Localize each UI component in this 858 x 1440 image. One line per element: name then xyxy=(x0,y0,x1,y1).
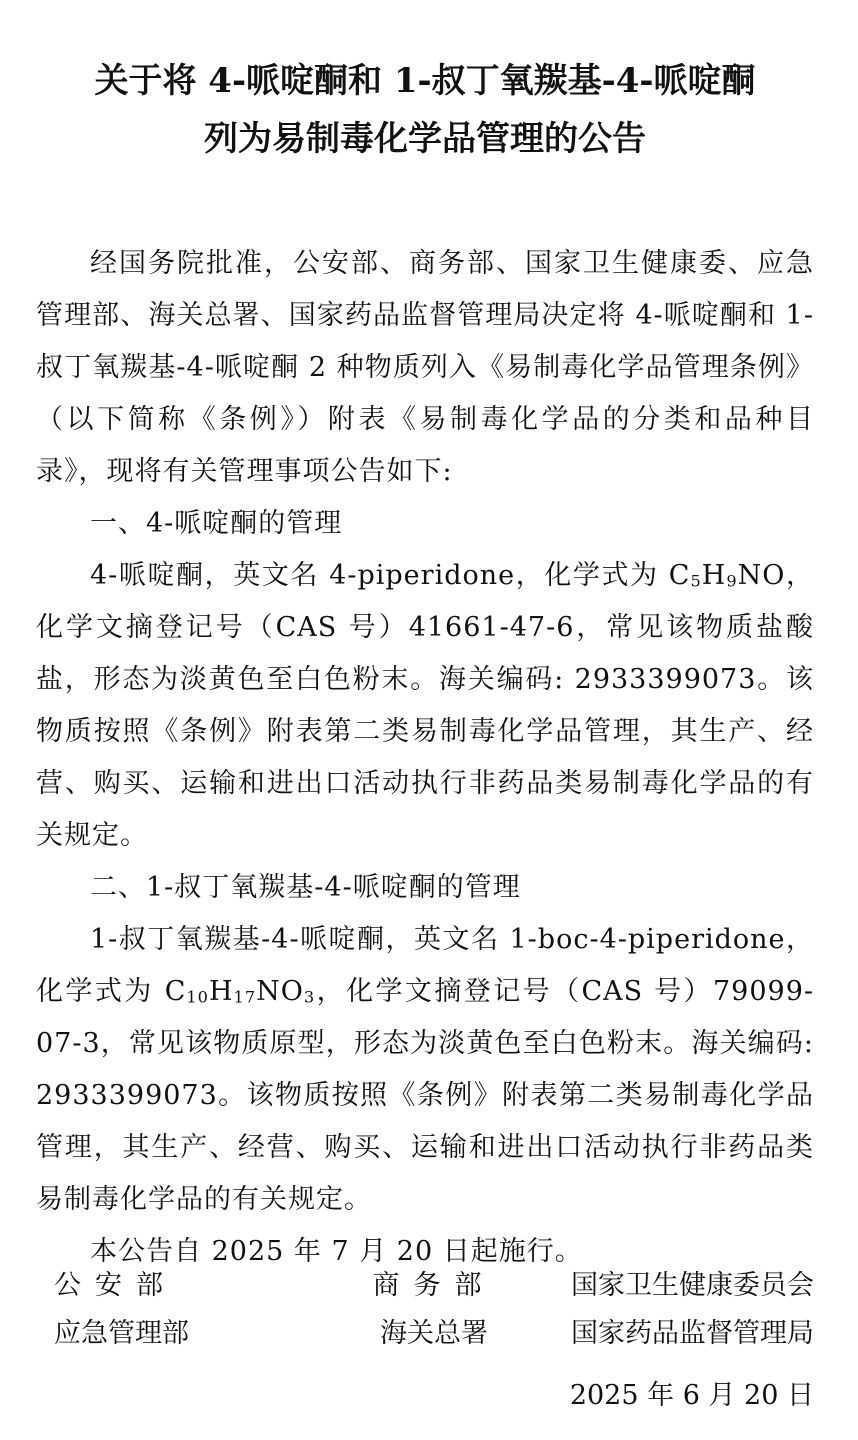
page-title xyxy=(36,52,814,168)
signatory-row-1 xyxy=(54,1262,814,1310)
signatory-drug-administration: 国家药品监督管理局 xyxy=(570,1318,814,1349)
s2-text-mid-2: NO xyxy=(256,976,304,1007)
intro-paragraph: 经国务院批准，公安部、商务部、国家卫生健康委、应急管理部、海关总署、国家药品监督管理局决定将 4-哌啶酮和 1-叔丁氧羰基-4-哌啶酮 2 种物质列入《易制毒化学品管理条例》（以下简称《条例》）附表《易制毒化学品的分类和品种目录》，现将有关管理事项公告如下: xyxy=(36,248,814,487)
section-2-heading: 二、1-叔丁氧羰基-4-哌啶酮的管理 xyxy=(90,872,521,903)
signatory-ministry-public-security: 公安部 xyxy=(54,1270,177,1301)
s1-text-a: 4-哌啶酮，英文名 4-piperidone，化学式为 C xyxy=(90,560,691,591)
s1-sub-1: 5 xyxy=(690,571,702,591)
issue-date: 2025 年 6 月 20 日 xyxy=(569,1380,814,1411)
s2-sub-1: 10 xyxy=(186,987,209,1007)
title-line-1: 关于将 4-哌啶酮和 1-叔丁氧羰基-4-哌啶酮 xyxy=(94,61,756,101)
section-2-paragraph xyxy=(36,914,814,1226)
signatory-ministry-commerce: 商务部 xyxy=(372,1270,496,1301)
s2-sub-2: 17 xyxy=(233,987,257,1007)
section-1-paragraph xyxy=(36,550,814,862)
s1-text-mid: H xyxy=(701,560,727,591)
s1-sub-2: 9 xyxy=(726,571,738,591)
document-body xyxy=(36,52,814,1278)
s2-text-mid-1: H xyxy=(208,976,234,1007)
section-1-heading: 一、4-哌啶酮的管理 xyxy=(90,508,343,539)
effective-date-paragraph: 本公告自 2025 年 7 月 20 日起施行。 xyxy=(90,1236,583,1267)
signatory-health-commission: 国家卫生健康委员会 xyxy=(570,1270,814,1301)
title-line-2: 列为易制毒化学品管理的公告 xyxy=(204,119,646,159)
signature-block xyxy=(54,1262,814,1420)
s2-text-a: 1-叔丁氧羰基-4-哌啶酮，英文名 1-boc-4-piperidone，化学式为 C xyxy=(36,924,814,1007)
signatory-row-2 xyxy=(54,1310,814,1358)
s2-sub-3: 3 xyxy=(303,987,316,1007)
signatory-customs: 海关总署 xyxy=(379,1318,488,1349)
signatory-emergency-management: 应急管理部 xyxy=(54,1318,189,1349)
s2-text-b: ，化学文摘登记号（CAS 号）79099-07-3，常见该物质原型，形态为淡黄色至白色粉末。海关编码: 2933399073。该物质按照《条例》附表第二类易制毒化学品管理，其生产、经营、购买、运输和进出口活动执行非药品类易制毒化学品的有关规定。 xyxy=(36,976,814,1215)
s1-text-b: NO，化学文摘登记号（CAS 号）41661-47-6，常见该物质盐酸盐，形态为淡黄色至白色粉末。海关编码: 2933399073。该物质按照《条例》附表第二类易制毒化学品管理，其生产、经营、购买、运输和进出口活动执行非药品类易制毒化学品的有关规定。 xyxy=(36,560,814,851)
